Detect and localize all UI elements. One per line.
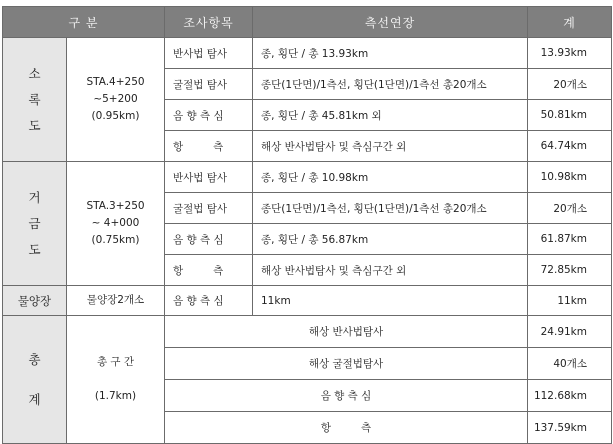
table-row (3, 316, 612, 348)
row-total: 40개소 (528, 348, 612, 380)
header-row (3, 7, 612, 38)
row-desc: 11km (253, 286, 528, 316)
header-group: 구 분 (3, 7, 165, 38)
row-item: 음 향 측 심 (165, 100, 253, 131)
row-item: 굴절법 탐사 (165, 193, 253, 224)
row-total: 112.68km (528, 380, 612, 412)
section-name: 소 록 도 (3, 38, 67, 162)
header-item: 조사항목 (165, 7, 253, 38)
row-total: 72.85km (528, 255, 612, 286)
table-row (3, 162, 612, 193)
row-total: 10.98km (528, 162, 612, 193)
row-item: 굴절법 탐사 (165, 69, 253, 100)
row-item: 반사법 탐사 (165, 162, 253, 193)
total-label: 해상 반사법탐사 (165, 316, 528, 348)
row-item: 항 측 (165, 255, 253, 286)
row-desc: 종단(1단면)/1측선, 횡단(1단면)/1측선 총20개소 (253, 193, 528, 224)
row-desc: 종, 횡단 / 총 10.98km (253, 162, 528, 193)
row-item: 음 향 측 심 (165, 286, 253, 316)
row-desc: 종, 횡단 / 총 45.81km 외 (253, 100, 528, 131)
section-name: 거 금 도 (3, 162, 67, 286)
row-total: 20개소 (528, 193, 612, 224)
section-range: STA.4+250 ~5+200 (0.95km) (67, 38, 165, 162)
mooring-name: 물양장 (3, 286, 67, 316)
total-name: 총 계 (3, 316, 67, 444)
section-range: STA.3+250 ~ 4+000 (0.75km) (67, 162, 165, 286)
row-total: 64.74km (528, 131, 612, 162)
total-label: 음 향 측 심 (165, 380, 528, 412)
survey-table (2, 6, 612, 444)
row-total: 61.87km (528, 224, 612, 255)
row-item: 반사법 탐사 (165, 38, 253, 69)
header-length: 측선연장 (253, 7, 528, 38)
row-item: 음 향 측 심 (165, 224, 253, 255)
row-desc: 종, 횡단 / 총 56.87km (253, 224, 528, 255)
total-label: 해상 굴절법탐사 (165, 348, 528, 380)
row-total: 13.93km (528, 38, 612, 69)
total-range: 총 구 간 (1.7km) (67, 316, 165, 444)
header-total: 계 (528, 7, 612, 38)
row-desc: 종, 횡단 / 총 13.93km (253, 38, 528, 69)
table-row (3, 286, 612, 316)
row-total: 20개소 (528, 69, 612, 100)
row-desc: 해상 반사법탐사 및 측심구간 외 (253, 255, 528, 286)
row-total: 11km (528, 286, 612, 316)
mooring-sub: 물양장2개소 (67, 286, 165, 316)
row-item: 항 측 (165, 131, 253, 162)
row-desc: 해상 반사법탐사 및 측심구간 외 (253, 131, 528, 162)
total-label: 항 측 (165, 412, 528, 444)
row-total: 50.81km (528, 100, 612, 131)
row-total: 137.59km (528, 412, 612, 444)
row-total: 24.91km (528, 316, 612, 348)
table-row (3, 38, 612, 69)
row-desc: 종단(1단면)/1측선, 횡단(1단면)/1측선 총20개소 (253, 69, 528, 100)
